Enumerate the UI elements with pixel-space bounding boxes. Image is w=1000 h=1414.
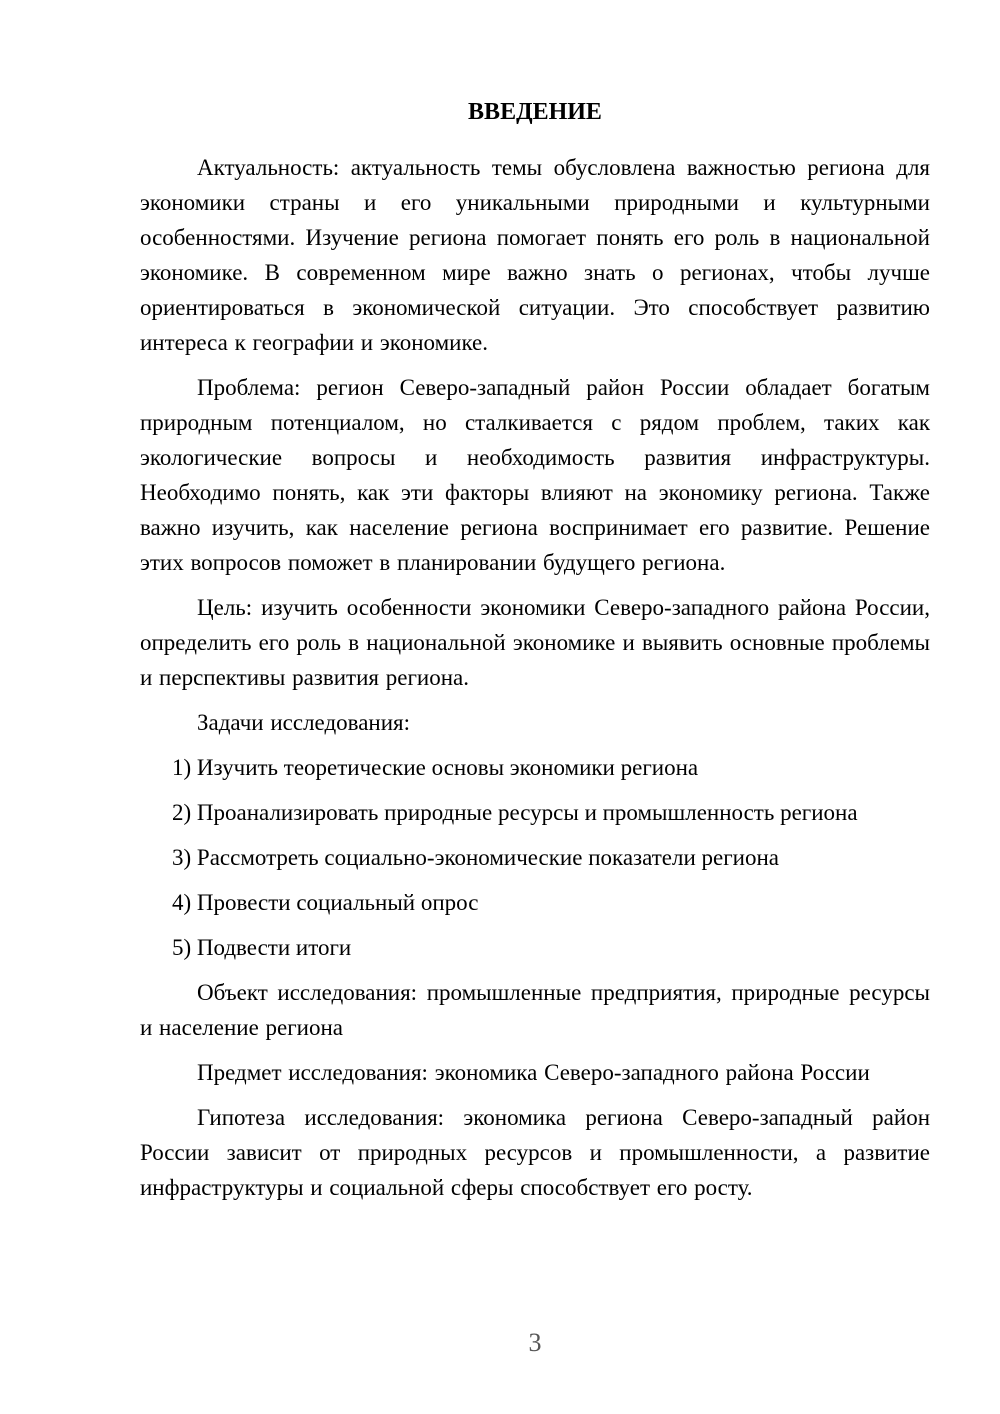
paragraph-tsel: Цель: изучить особенности экономики Северо-западного района России, определить его роль в национальной экономике и выявить основные проблемы и перспективы развития региона.	[140, 595, 930, 690]
paragraph-problema: Проблема: регион Северо-западный район России обладает богатым природным потенциалом, но сталкивается с рядом проблем, таких как экологические вопросы и необходимость развития инфраструктуры. Необходимо понять, как эти факторы влияют на экономику региона. Также важно изучить, как население региона воспринимает его развитие. Решение этих вопросов поможет в планировании будущего региона.	[140, 375, 930, 575]
task-item-5: 5) Подвести итоги	[172, 935, 352, 960]
paragraph-zadachi-label: Задачи исследования:	[197, 710, 411, 735]
page-title: ВВЕДЕНИЕ	[468, 99, 602, 125]
paragraph-aktualnost: Актуальность: актуальность темы обусловлена важностью региона для экономики страны и его уникальными природными и культурными особенностями. Изучение региона помогает понять его роль в национальной экономике. В современном мире важно знать о регионах, чтобы лучше ориентироваться в экономической ситуации. Это способствует развитию интереса к географии и экономике.	[140, 155, 930, 355]
page-content	[140, 95, 930, 1215]
paragraph-obekt: Объект исследования: промышленные предприятия, природные ресурсы и население региона	[140, 980, 930, 1040]
task-item-1: 1) Изучить теоретические основы экономики региона	[172, 755, 699, 780]
task-item-2: 2) Проанализировать природные ресурсы и промышленность региона	[172, 800, 858, 825]
paragraph-predmet: Предмет исследования: экономика Северо-западного района России	[197, 1060, 870, 1085]
paragraph-gipoteza: Гипотеза исследования: экономика региона Северо-западный район России зависит от природных ресурсов и промышленности, а развитие инфраструктуры и социальной сферы способствует его росту.	[140, 1105, 930, 1200]
task-item-3: 3) Рассмотреть социально-экономические показатели региона	[172, 845, 779, 870]
task-item-4: 4) Провести социальный опрос	[172, 890, 479, 915]
page-number: 3	[528, 1328, 542, 1357]
